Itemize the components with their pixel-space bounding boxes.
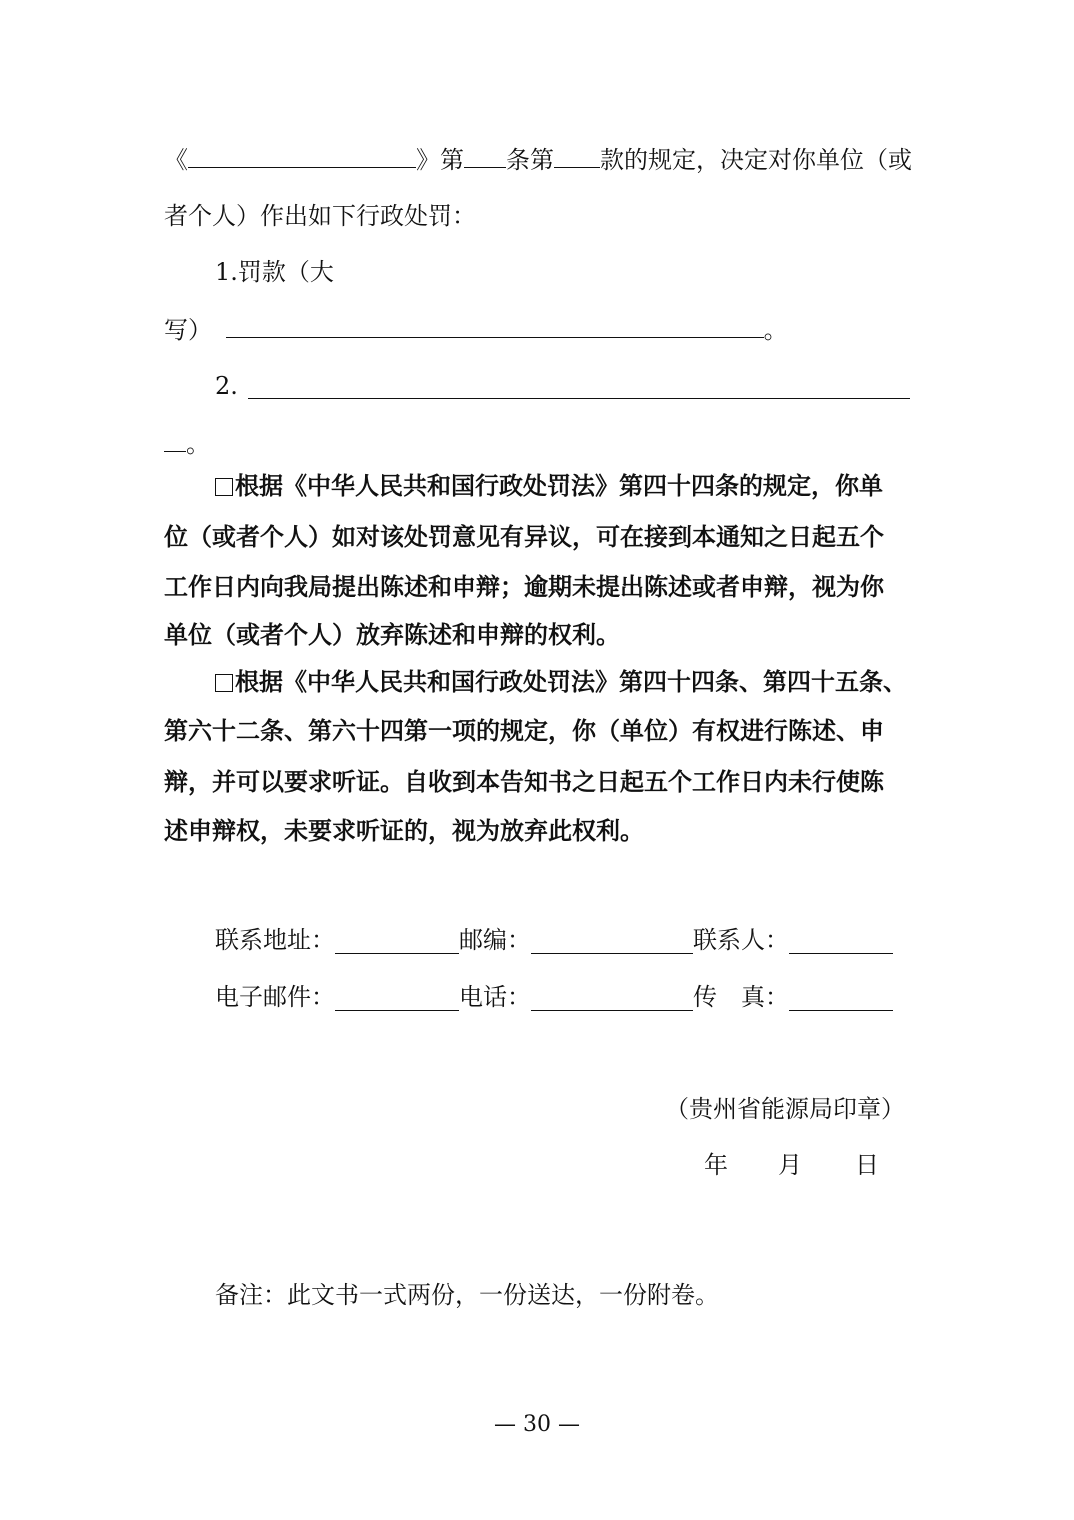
statement-option-line1: 根据《中华人民共和国行政处罚法》第四十四条的规定，你单	[215, 470, 883, 502]
phone-field[interactable]	[531, 984, 693, 1011]
item2-period: 。	[186, 430, 210, 458]
open-quote: 《	[164, 146, 188, 174]
seal-text: （贵州省能源局印章）	[665, 1095, 905, 1123]
fine-amount-blank[interactable]	[226, 313, 764, 338]
hearing-option-line4: 述申辩权，未要求听证的，视为放弃此权利。	[164, 816, 644, 845]
fax-label: 传 真：	[693, 983, 789, 1011]
postcode-field[interactable]	[531, 927, 693, 954]
date-month: 月	[778, 1151, 802, 1179]
email-label: 电子邮件：	[215, 983, 335, 1011]
statement-option-line3: 工作日内向我局提出陈述和申辩；逾期未提出陈述或者申辩，视为你	[164, 572, 884, 601]
article-label: 》第	[416, 146, 464, 174]
fine-period: 。	[763, 316, 788, 344]
statement-option-line2: 位（或者个人）如对该处罚意见有异议，可在接到本通知之日起五个	[164, 522, 884, 551]
hearing-option-line3: 辩，并可以要求听证。自收到本告知书之日起五个工作日内未行使陈	[164, 767, 884, 796]
item2-cont-line	[164, 427, 210, 460]
regulation-citation-line	[164, 143, 912, 176]
date-day: 日	[855, 1151, 879, 1179]
address-field[interactable]	[335, 927, 459, 954]
page-number: — 30 —	[494, 1412, 580, 1437]
item2-blank[interactable]	[248, 398, 910, 399]
article-number-blank[interactable]	[464, 143, 506, 168]
fine-item-label: 1.罚款（大	[215, 258, 334, 286]
fax-field[interactable]	[789, 984, 893, 1011]
hearing-option-line2: 第六十二条、第六十四第一项的规定，你（单位）有权进行陈述、申	[164, 716, 884, 745]
decision-text: 款的规定，决定对你单位（或	[600, 146, 912, 174]
contact-person-field[interactable]	[789, 927, 893, 954]
statement-option-line4: 单位（或者个人）放弃陈述和申辩的权利。	[164, 620, 620, 649]
postcode-label: 邮编：	[459, 926, 531, 954]
fine-amount-line	[164, 313, 788, 346]
email-field[interactable]	[335, 984, 459, 1011]
clause-number-blank[interactable]	[554, 143, 600, 168]
item2-cont-blank[interactable]	[164, 427, 186, 452]
clause-label: 条第	[506, 146, 554, 174]
contact-row-1	[215, 924, 893, 956]
note-text: 备注：此文书一式两份，一份送达，一份附卷。	[215, 1281, 719, 1309]
regulation-name-blank[interactable]	[188, 143, 416, 168]
statement-option-checkbox[interactable]	[215, 478, 233, 496]
hearing-option-line1: 根据《中华人民共和国行政处罚法》第四十四条、第四十五条、	[215, 666, 907, 698]
contact-row-2	[215, 981, 893, 1013]
hearing-option-checkbox[interactable]	[215, 674, 233, 692]
phone-label: 电话：	[459, 983, 531, 1011]
date-year: 年	[704, 1151, 728, 1179]
fine-uppercase-label: 写）	[164, 316, 212, 344]
item2-line	[215, 370, 238, 402]
contact-person-label: 联系人：	[693, 926, 789, 954]
address-label: 联系地址：	[215, 926, 335, 954]
item2-label: 2.	[215, 372, 238, 400]
penalty-intro-line: 者个人）作出如下行政处罚：	[164, 202, 476, 230]
